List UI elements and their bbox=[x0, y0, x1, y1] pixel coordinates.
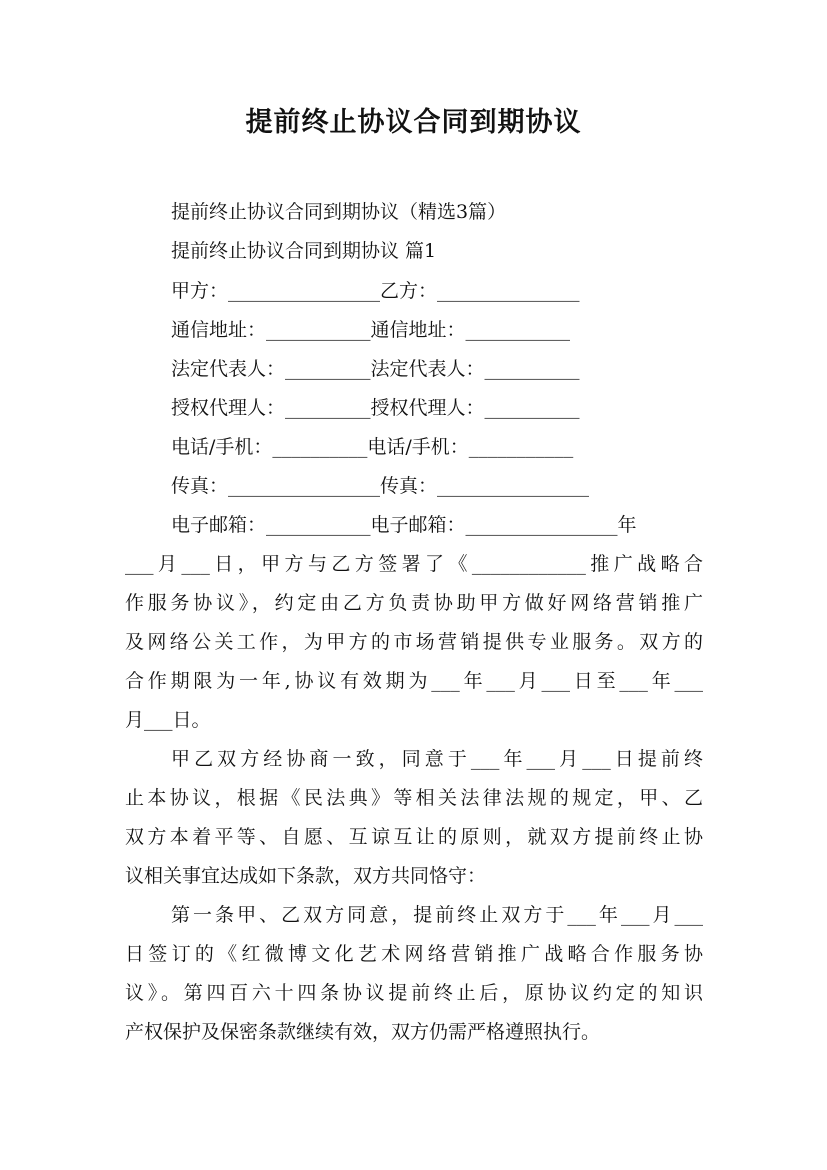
section-heading: 提前终止协议合同到期协议 篇1 bbox=[171, 240, 437, 262]
phone-line: 电话/手机：__________电话/手机：___________ bbox=[171, 436, 574, 458]
paragraph-line: 议相关事宜达成如下条款，双方共同恪守： bbox=[125, 865, 487, 887]
party-line: 甲方：________________乙方：_______________ bbox=[171, 280, 580, 302]
address-line: 通信地址：___________通信地址：___________ bbox=[171, 319, 571, 341]
paragraph-line: 双方本着平等、自愿、互谅互让的原则，就双方提前终止协 bbox=[125, 826, 703, 848]
paragraph-line: ___月___日，甲方与乙方签署了《____________推广战略合 bbox=[125, 553, 703, 575]
legal-rep-line: 法定代表人：_________法定代表人：__________ bbox=[171, 358, 580, 380]
paragraph-line: 甲乙双方经协商一致，同意于___年___月___日提前终 bbox=[171, 748, 703, 770]
subtitle-line: 提前终止协议合同到期协议（精选3篇） bbox=[171, 201, 507, 223]
paragraph-line: 止本协议，根据《民法典》等相关法律法规的规定，甲、乙 bbox=[125, 787, 703, 809]
paragraph-line: 月___日。 bbox=[125, 709, 211, 731]
agent-line: 授权代理人：_________授权代理人：__________ bbox=[171, 397, 580, 419]
fax-line: 传真：________________传真：________________ bbox=[171, 475, 590, 497]
paragraph-line: 及网络公关工作，为甲方的市场营销提供专业服务。双方的 bbox=[125, 631, 703, 653]
paragraph-line: 第一条甲、乙双方同意，提前终止双方于___年___月___ bbox=[171, 904, 703, 926]
paragraph-line: 议》。第四百六十四条协议提前终止后，原协议约定的知识 bbox=[125, 982, 703, 1004]
email-line: 电子邮箱：___________电子邮箱：________________年 bbox=[171, 514, 637, 536]
paragraph-line: 合作期限为一年,协议有效期为___年___月___日至___年___ bbox=[125, 670, 703, 692]
paragraph-line: 产权保护及保密条款继续有效，双方仍需严格遵照执行。 bbox=[125, 1021, 601, 1043]
paragraph-line: 作服务协议》，约定由乙方负责协助甲方做好网络营销推广 bbox=[125, 592, 703, 614]
document-title: 提前终止协议合同到期协议 bbox=[245, 107, 582, 138]
paragraph-line: 日签订的《红微博文化艺术网络营销推广战略合作服务协 bbox=[125, 943, 703, 965]
